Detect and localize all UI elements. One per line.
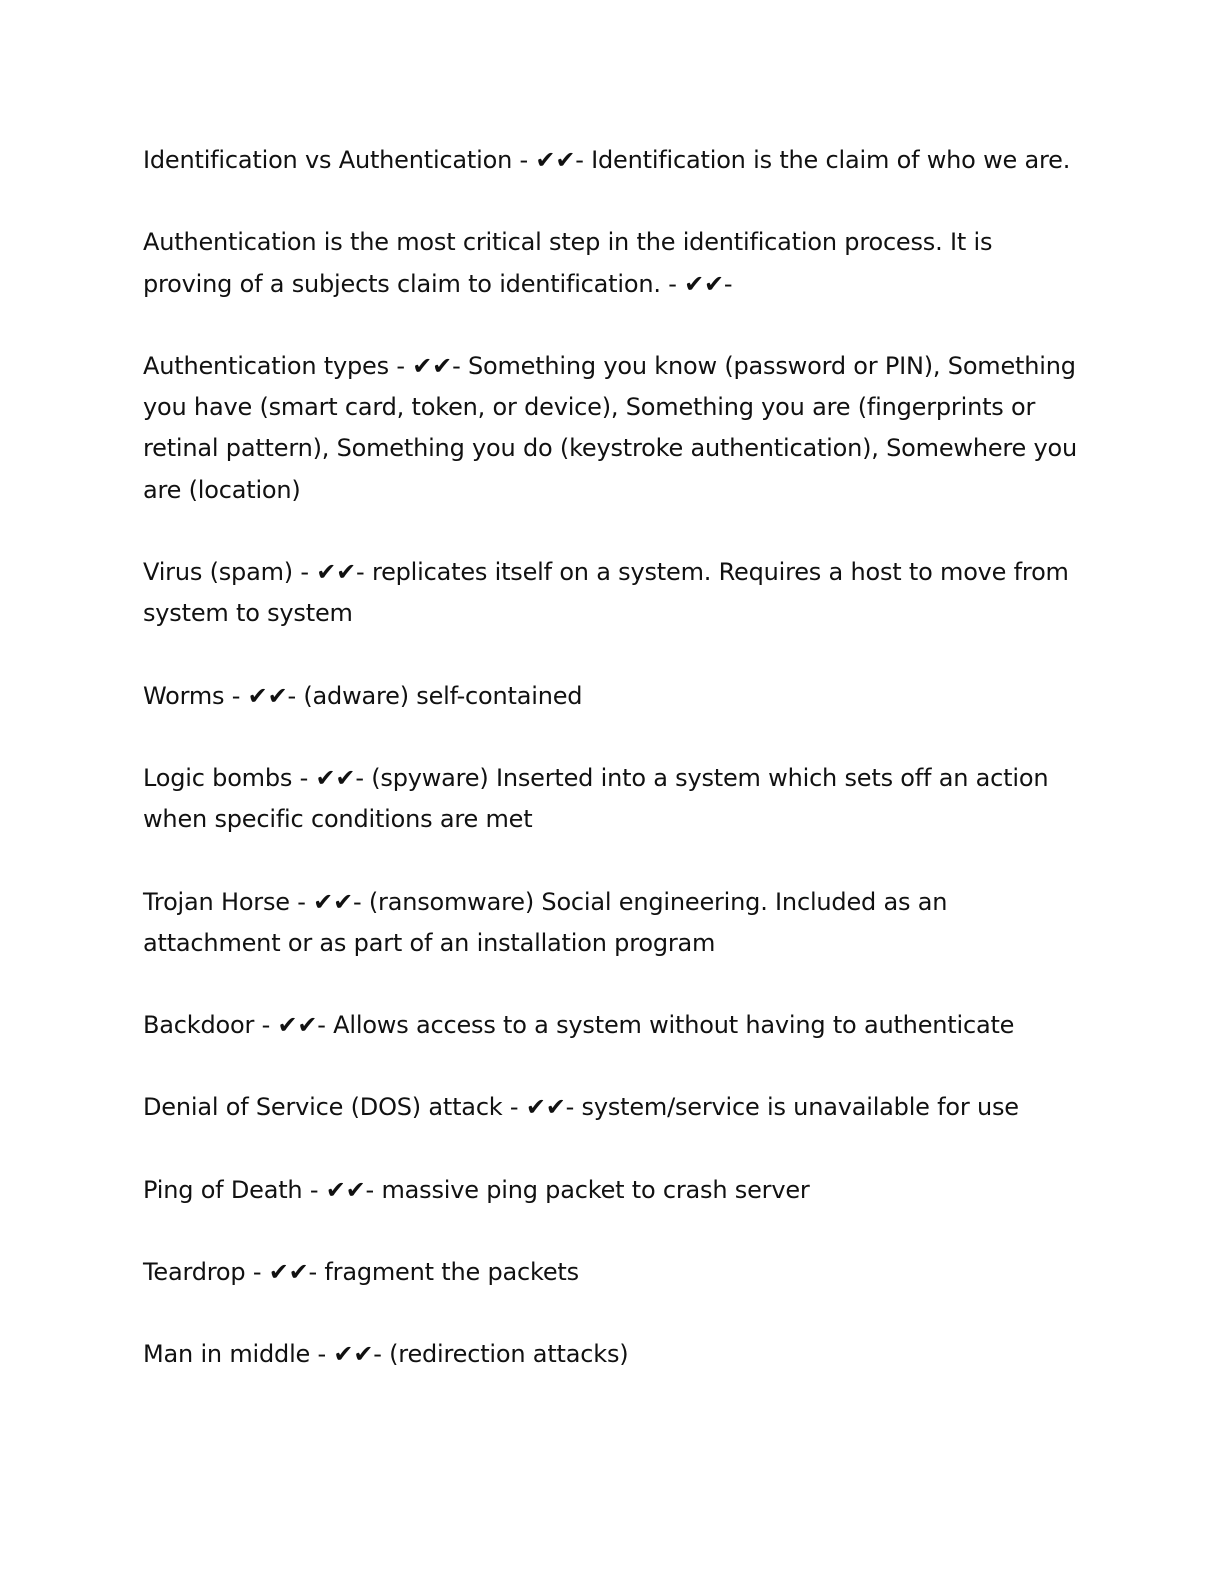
entry-list (143, 140, 1078, 1417)
entry-logic-bombs: Logic bombs - ✔✔- (spyware) Inserted into a system which sets off an action when specific conditions are met (143, 763, 1049, 834)
entry-denial-of-service: Denial of Service (DOS) attack - ✔✔- system/service is unavailable for use (143, 1093, 1019, 1122)
entry-man-in-middle: Man in middle - ✔✔- (redirection attacks) (143, 1340, 629, 1369)
entry-trojan-horse: Trojan Horse - ✔✔- (ransomware) Social engineering. Included as an attachment or as part of an installation program (143, 887, 948, 957)
entry-ping-of-death: Ping of Death - ✔✔- massive ping packet to crash server (143, 1175, 810, 1204)
entry-backdoor: Backdoor - ✔✔- Allows access to a system without having to authenticate (143, 1011, 1015, 1040)
entry-authentication-critical-step: Authentication is the most critical step in the identification process. It is proving of a subjects claim to identification. - ✔✔- (143, 228, 993, 298)
entry-virus: Virus (spam) - ✔✔- replicates itself on a system. Requires a host to move from system to system (143, 558, 1069, 628)
entry-teardrop: Teardrop - ✔✔- fragment the packets (143, 1258, 579, 1287)
entry-worms: Worms - ✔✔- (adware) self-contained (143, 681, 583, 710)
entry-identification-vs-authentication: Identification vs Authentication - ✔✔- Identification is the claim of who we are. (143, 146, 1071, 174)
entry-authentication-types: Authentication types - ✔✔- Something you know (password or PIN), Something you have (smart card, token, or device), Something you are (fingerprints or retinal pattern), Something you do (keystroke authentication), Somewhere you are (location) (143, 351, 1078, 504)
